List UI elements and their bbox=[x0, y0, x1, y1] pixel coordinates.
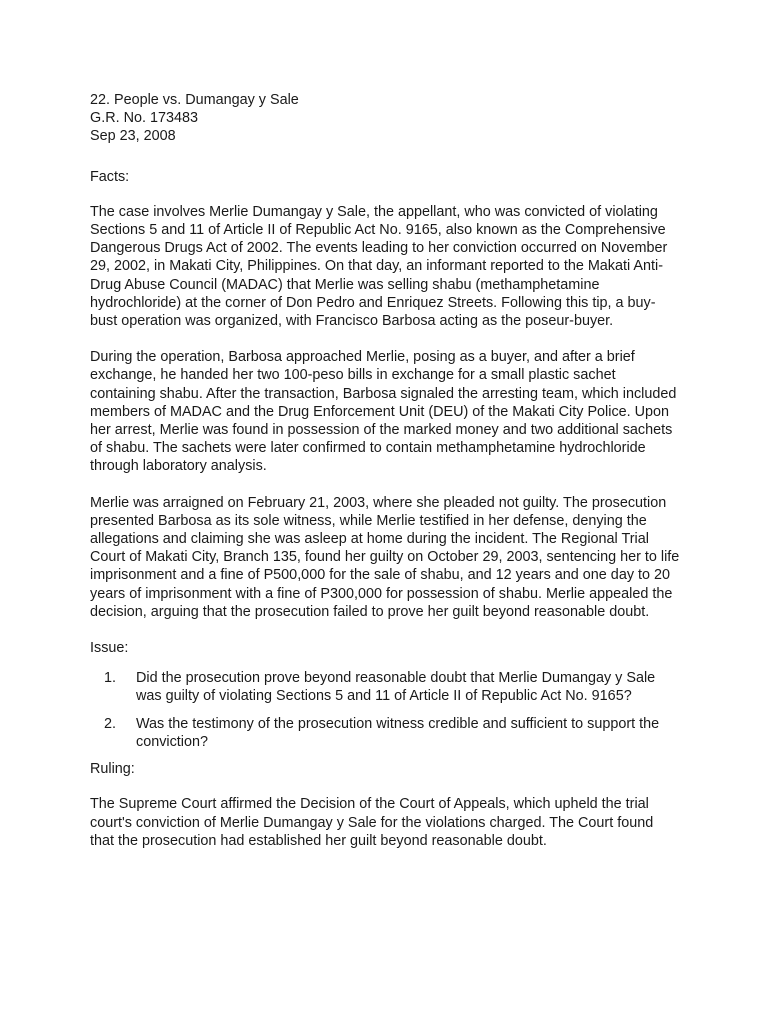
issue-item-number: 2. bbox=[104, 715, 117, 732]
issue-item-text: Did the prosecution prove beyond reasonable doubt that Merlie Dumangay y Sale was guilty of violating Sections 5 and 11 of Article II of Republic Act No. 9165? bbox=[136, 670, 656, 705]
issue-item-text: Was the testimony of the prosecution witness credible and sufficient to support the conviction? bbox=[136, 715, 660, 750]
case-header bbox=[90, 91, 680, 146]
facts-paragraph: During the operation, Barbosa approached Merlie, posing as a buyer, and after a brief exchange, he handed her two 100-peso bills in exchange for a small plastic sachet containing shabu. After the transaction, Barbosa signaled the arresting team, which included members of MADAC and the Drug Enforcement Unit (DEU) of the Makati City Police. Upon her arrest, Merlie was found in possession of the marked money and two additional sachets of shabu. The sachets were later confirmed to contain methamphetamine hydrochloride through laboratory analysis. bbox=[90, 349, 677, 475]
ruling-heading: Ruling: bbox=[90, 761, 135, 778]
case-title: 22. People vs. Dumangay y Sale bbox=[90, 92, 299, 108]
document-page bbox=[90, 91, 680, 868]
facts-paragraph: The case involves Merlie Dumangay y Sale, the appellant, who was convicted of violating Sections 5 and 11 of Article II of Republic Act No. 9165, also known as the Comprehensive Dangerous Drugs Act of 2002. The events leading to her conviction occurred on November 29, 2002, in Makati City, Philippines. On that day, an informant reported to the Makati Anti-Drug Abuse Council (MADAC) that Merlie was selling shabu (methamphetamine hydrochloride) at the corner of Don Pedro and Enriquez Streets. Following this tip, a buy-bust operation was organized, with Francisco Barbosa acting as the poseur-buyer. bbox=[90, 203, 668, 330]
issue-list bbox=[90, 669, 680, 751]
case-gr-number: G.R. No. 173483 bbox=[90, 110, 198, 127]
ruling-paragraph: The Supreme Court affirmed the Decision of the Court of Appeals, which upheld the trial court's conviction of Merlie Dumangay y Sale for the violations charged. The Court found that the prosecution had established her guilt beyond reasonable doubt. bbox=[90, 796, 654, 849]
facts-paragraph: Merlie was arraigned on February 21, 2003, where she pleaded not guilty. The prosecution presented Barbosa as its sole witness, while Merlie testified in her defense, denying the allegations and claiming she was asleep at home during the incident. The Regional Trial Court of Makati City, Branch 135, found her guilty on October 29, 2003, sentencing her to life imprisonment and a fine of P500,000 for the sale of shabu, and 12 years and one day to 20 years of imprisonment with a fine of P300,000 for possession of shabu. Merlie appealed the decision, arguing that the prosecution failed to prove her guilt beyond reasonable doubt. bbox=[90, 494, 680, 620]
issue-item-number: 1. bbox=[104, 670, 117, 687]
issue-heading: Issue: bbox=[90, 640, 129, 657]
issue-item bbox=[90, 669, 680, 705]
facts-heading: Facts: bbox=[90, 168, 130, 185]
case-date: Sep 23, 2008 bbox=[90, 128, 176, 145]
issue-item bbox=[90, 715, 680, 751]
